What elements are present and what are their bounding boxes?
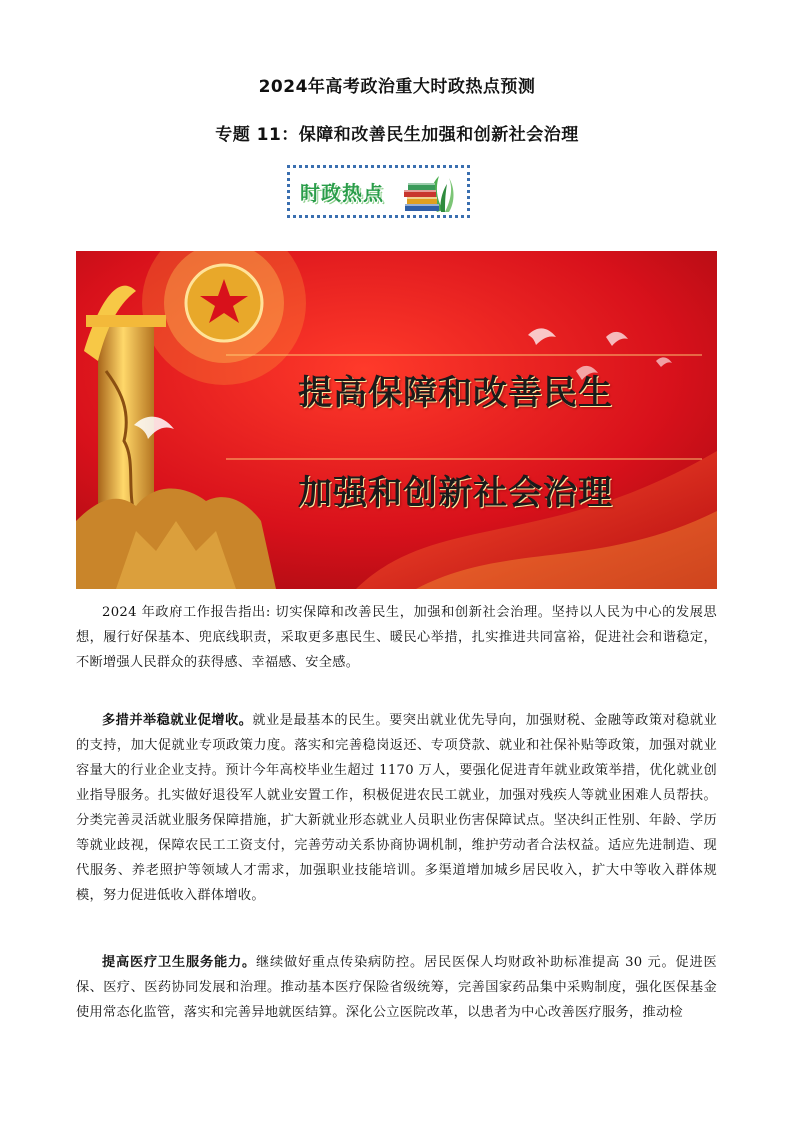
section-healthcare	[76, 950, 717, 1025]
books-plant-icon	[399, 172, 459, 214]
banner-headline-1: 提高保障和改善民生	[298, 373, 613, 413]
hot-topic-badge	[287, 165, 470, 218]
section-employment-text: 就业是最基本的民生。要突出就业优先导向，加强财税、金融等政策对稳就业的支持，加大促就业专项政策力度。落实和完善稳岗返还、专项贷款、就业和社保补贴等政策，加强对就业容量大的行业企业支持。预计今年高校毕业生超过 1170 万人，要强化促进青年就业政策举措，优化就业创业指导服务。扎实做好退役军人就业安置工作，积极促进农民工就业，加强对残疾人等就业困难人员帮扶。分类完善灵活就业服务保障措施，扩大新就业形态就业人员职业伤害保障试点。坚决纠正性别、年龄、学历等就业歧视，保障农民工工资支付，完善劳动关系协商协调机制，维护劳动者合法权益。适应先进制造、现代服务、养老照护等领域人才需求，加强职业技能培训。多渠道增加城乡居民收入，扩大中等收入群体规模，努力促进低收入群体增收。	[76, 713, 717, 903]
intro-paragraph: 2024 年政府工作报告指出: 切实保障和改善民生，加强和创新社会治理。坚持以人民为中心的发展思想，履行好保基本、兜底线职责，采取更多惠民生、暖民心举措，扎实推进共同富裕，促进社会和谐稳定，不断增强人民群众的获得感、幸福感、安全感。	[76, 605, 717, 670]
badge-label: 时政热点	[300, 181, 384, 205]
page-title: 2024年高考政治重大时政热点预测	[258, 77, 536, 97]
section-employment-heading: 多措并举稳就业促增收。	[102, 713, 253, 728]
page-subtitle: 专题 11：保障和改善民生加强和创新社会治理	[215, 125, 579, 145]
section-employment	[76, 708, 717, 908]
topic-banner	[76, 251, 717, 589]
banner-headline-2: 加强和创新社会治理	[298, 473, 613, 513]
banner-artwork	[76, 251, 717, 589]
section-healthcare-text: 继续做好重点传染病防控。居民医保人均财政补助标准提高 30 元。促进医保、医疗、医药协同发展和治理。推动基本医疗保险省级统筹，完善国家药品集中采购制度，强化医保基金使用常态化监管，落实和完善异地就医结算。深化公立医院改革，以患者为中心改善医疗服务，推动检	[76, 955, 717, 1020]
section-healthcare-heading: 提高医疗卫生服务能力。	[102, 955, 257, 970]
